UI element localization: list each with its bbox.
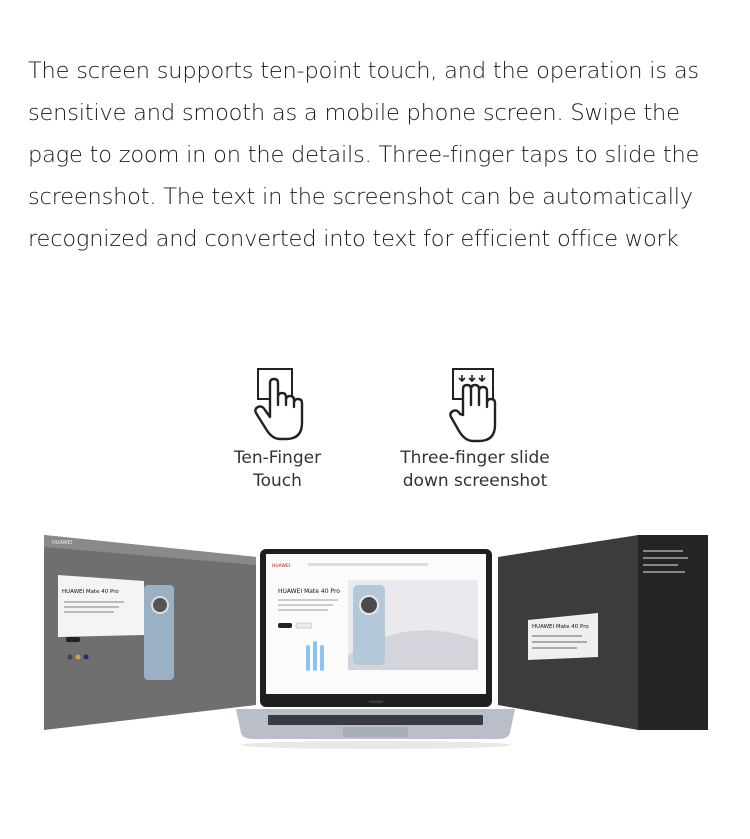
left-panel-brand: HUAWEI: [52, 540, 73, 546]
feature-1-label-line-2: Touch: [253, 471, 302, 491]
intro-paragraph: The screen supports ten-point touch, and the operation is as sensitive and smooth as a mobile phone screen. Swipe the page to zoom in on the details. Three-finger taps to slide the screenshot. The text in the screenshot can be automatically recognized and converted into text for efficient office work: [28, 58, 700, 252]
laptop-screen-brand: HUAWEI: [272, 564, 291, 569]
feature-three-finger-screenshot: [385, 367, 565, 493]
feature-ten-finger-touch: [215, 367, 340, 493]
feature-1-label-line-1: Ten-Finger: [233, 448, 322, 468]
feature-2-label-line-2: down screenshot: [402, 471, 548, 491]
single-finger-touch-icon: [248, 367, 308, 445]
laptop-illustration: [228, 545, 523, 760]
right-screenshot-panel: [498, 535, 708, 730]
left-screenshot-panel: [44, 535, 256, 730]
feature-2-label-line-1: Three-finger slide: [400, 448, 550, 468]
right-panel-product: HUAWEI Mate 40 Pro: [532, 624, 589, 630]
three-finger-slide-icon: [445, 367, 505, 445]
laptop-bezel-brand: HUAWEI: [368, 700, 384, 704]
left-panel-product: HUAWEI Mate 40 Pro: [62, 589, 119, 595]
laptop-screen-product: HUAWEI Mate 40 Pro: [278, 588, 340, 595]
